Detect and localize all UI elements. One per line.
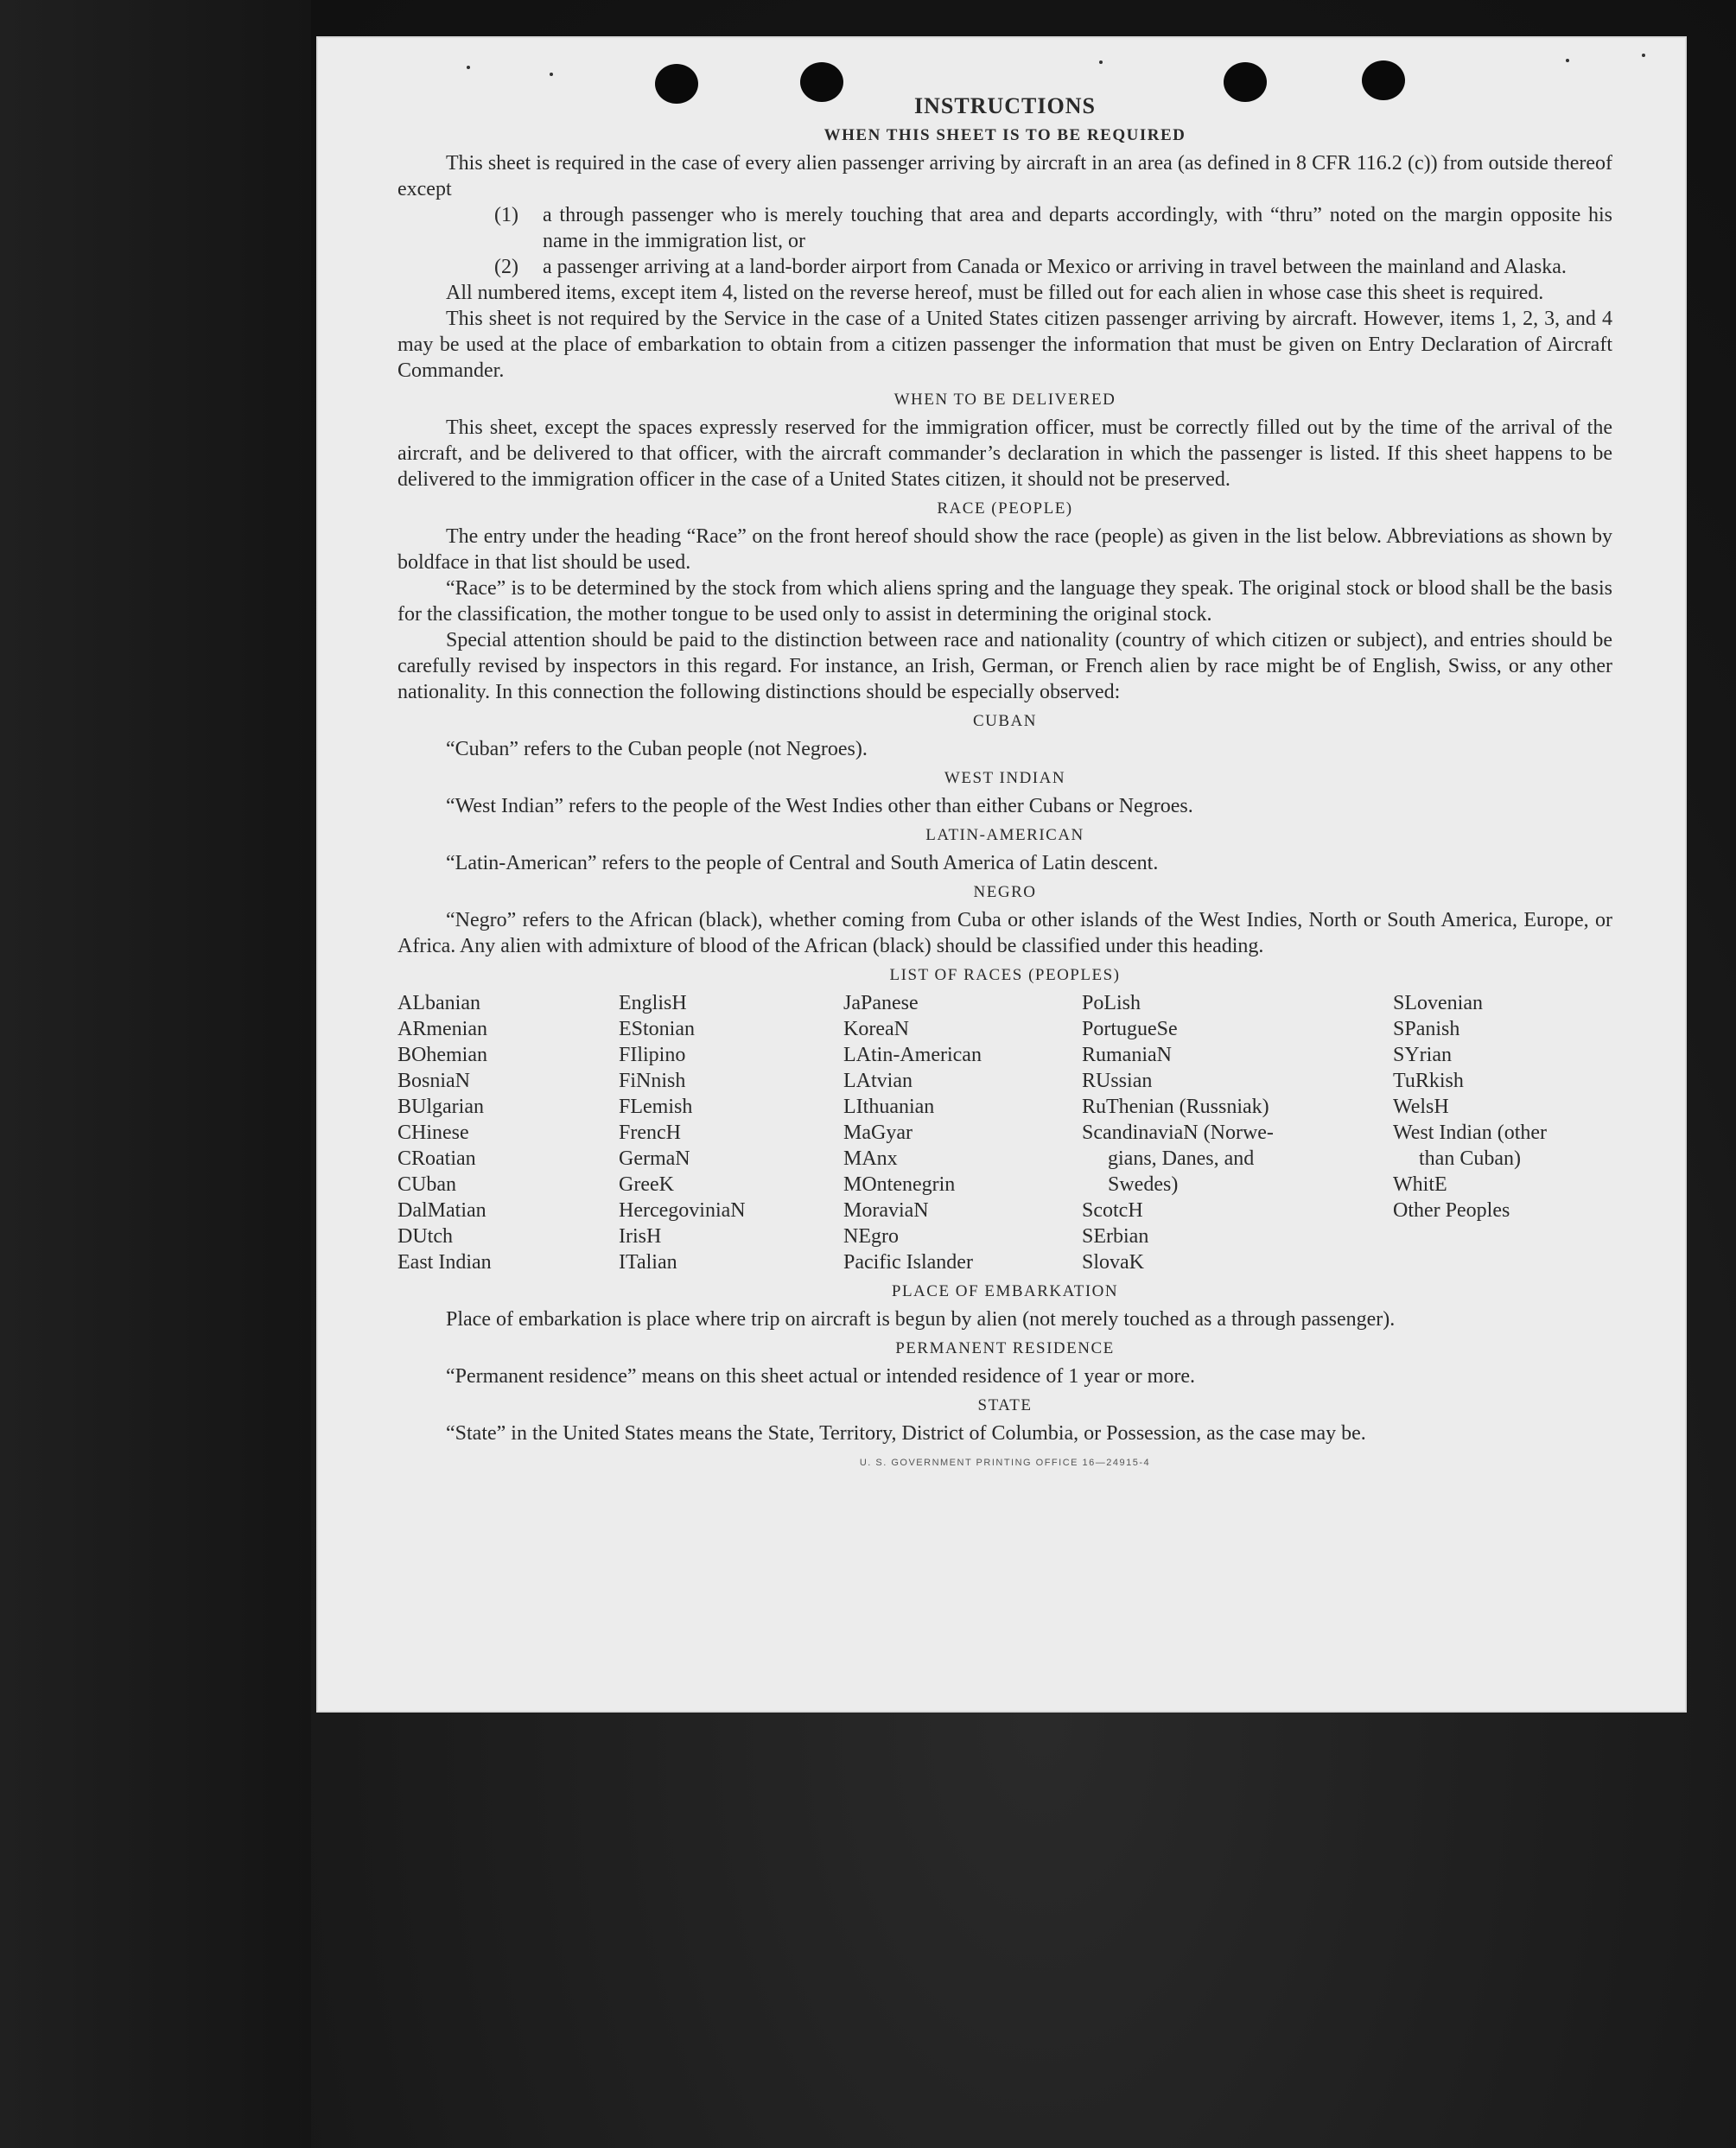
race-entry: JaPanese (843, 992, 919, 1014)
race-entry: EStonian (619, 1018, 695, 1040)
race-entry: EnglisH (619, 992, 687, 1014)
race-entry: West Indian (other (1393, 1122, 1548, 1144)
heading-latin-american: LATIN-AMERICAN (925, 826, 1084, 844)
heading-place-of-embarkation: PLACE OF EMBARKATION (891, 1282, 1119, 1300)
race-entry: CRoatian (397, 1147, 476, 1170)
race-entry: PortugueSe (1082, 1018, 1178, 1040)
race-entry: RumaniaN (1082, 1044, 1172, 1066)
race-entry: LIthuanian (843, 1096, 935, 1118)
heading-negro: NEGRO (973, 883, 1037, 901)
heading-west-indian: WEST INDIAN (944, 769, 1066, 787)
race-entry: IrisH (619, 1225, 662, 1248)
paragraph: This sheet is not required by the Service in the case of a United States citizen passenger arriving by aircraft. However, items 1, 2, 3, and 4 may be used at the place of embarkation to obtain from a citizen passenger the information that must be given on Entry Declaration of Aircraft Commander. (397, 308, 1612, 382)
page-title: INSTRUCTIONS (914, 93, 1096, 118)
race-entry: GreeK (619, 1173, 674, 1196)
instruction-sheet (316, 36, 1687, 1713)
races-column (619, 990, 843, 1275)
paragraph: “Cuban” refers to the Cuban people (not Negroes). (446, 738, 868, 760)
race-entry: RUssian (1082, 1070, 1153, 1092)
paragraph: “Latin-American” refers to the people of Central and South America of Latin descent. (446, 852, 1159, 874)
race-entry: gians, Danes, and (1108, 1147, 1255, 1170)
item-number: (1) (494, 204, 518, 226)
paragraph: The entry under the heading “Race” on the front hereof should show the race (people) as given in the list below. Abbreviations as shown by boldface in that list should be used. (397, 525, 1612, 574)
race-entry: BosniaN (397, 1070, 470, 1092)
race-entry: TuRkish (1393, 1070, 1464, 1092)
speck (1642, 54, 1645, 57)
race-entry: PoLish (1082, 992, 1141, 1014)
race-entry: CUban (397, 1173, 456, 1196)
race-entry: ScotcH (1082, 1199, 1143, 1222)
race-entry: SYrian (1393, 1044, 1452, 1066)
item-number: (2) (494, 256, 518, 278)
races-column (1082, 990, 1393, 1275)
speck (1099, 60, 1103, 64)
race-entry: WhitE (1393, 1173, 1447, 1196)
speck (1566, 59, 1569, 62)
race-entry: RuThenian (Russniak) (1082, 1096, 1269, 1118)
race-entry: WelsH (1393, 1096, 1449, 1118)
race-entry: CHinese (397, 1122, 469, 1144)
race-entry: DUtch (397, 1225, 453, 1248)
race-entry: DalMatian (397, 1199, 486, 1222)
printer-imprint: U. S. GOVERNMENT PRINTING OFFICE 16—24915-4 (859, 1458, 1151, 1468)
races-list (397, 990, 1612, 1275)
document-body (397, 93, 1612, 1476)
item-text: a through passenger who is merely touching that area and departs accordingly, with “thru” noted on the margin opposite his name in the immigration list, or (543, 204, 1612, 252)
race-entry: FiNnish (619, 1070, 686, 1092)
race-entry: SErbian (1082, 1225, 1149, 1248)
race-entry: MaGyar (843, 1122, 913, 1144)
item-text: a passenger arriving at a land-border airport from Canada or Mexico or arriving in travel between the mainland and Alaska. (543, 256, 1567, 278)
heading-when-required: WHEN THIS SHEET IS TO BE REQUIRED (823, 126, 1186, 144)
race-entry: BOhemian (397, 1044, 487, 1066)
speck (550, 73, 553, 76)
race-entry: ARmenian (397, 1018, 487, 1040)
race-entry: Pacific Islander (843, 1251, 973, 1274)
race-entry: ITalian (619, 1251, 677, 1274)
race-entry: NEgro (843, 1225, 899, 1248)
scanner-background-left (0, 0, 311, 2148)
paragraph: Special attention should be paid to the distinction between race and nationality (country of which citizen or subject), and entries should be carefully revised by inspectors in this regard. For instance, an Irish, German, or French alien by race might be of English, Swiss, or any other nationality. In this connection the following distinctions should be especially observed: (397, 629, 1612, 703)
race-entry: MAnx (843, 1147, 898, 1170)
race-entry: MoraviaN (843, 1199, 929, 1222)
races-column (1393, 990, 1612, 1275)
paragraph: This sheet is required in the case of every alien passenger arriving by aircraft in an area (as defined in 8 CFR 116.2 (c)) from outside thereof except (397, 152, 1612, 200)
race-entry: SlovaK (1082, 1251, 1144, 1274)
heading-state: STATE (977, 1396, 1033, 1414)
race-entry: FIlipino (619, 1044, 686, 1066)
race-entry: LAtvian (843, 1070, 913, 1092)
race-entry: ALbanian (397, 992, 480, 1014)
race-entry: SPanish (1393, 1018, 1460, 1040)
race-entry: GermaN (619, 1147, 690, 1170)
race-entry: LAtin-American (843, 1044, 982, 1066)
speck (467, 66, 470, 69)
race-entry: than Cuban) (1419, 1147, 1521, 1170)
paragraph: “Permanent residence” means on this sheet actual or intended residence of 1 year or more. (446, 1365, 1195, 1388)
race-entry: KoreaN (843, 1018, 909, 1040)
paragraph: “Race” is to be determined by the stock from which aliens spring and the language they speak. The original stock or blood shall be the basis for the classification, the mother tongue to be used only to assist in determining the original stock. (397, 577, 1612, 626)
paragraph: “Negro” refers to the African (black), whether coming from Cuba or other islands of the West Indies, North or South America, Europe, or Africa. Any alien with admixture of blood of the African (black) should be classified under this heading. (397, 909, 1612, 957)
races-column (843, 990, 1082, 1275)
race-entry: Other Peoples (1393, 1199, 1510, 1222)
race-entry: East Indian (397, 1251, 492, 1274)
race-entry: Swedes) (1108, 1173, 1179, 1196)
race-entry: ScandinaviaN (Norwe- (1082, 1122, 1274, 1144)
heading-permanent-residence: PERMANENT RESIDENCE (895, 1339, 1115, 1357)
list-item (494, 254, 1612, 280)
heading-list-of-races: LIST OF RACES (PEOPLES) (889, 966, 1121, 984)
race-entry: FrencH (619, 1122, 681, 1144)
race-entry: FLemish (619, 1096, 693, 1118)
paragraph: Place of embarkation is place where trip on aircraft is begun by alien (not merely touched as a through passenger). (446, 1308, 1396, 1331)
paragraph: “State” in the United States means the State, Territory, District of Columbia, or Possession, as the case may be. (446, 1422, 1366, 1445)
race-entry: HercegoviniaN (619, 1199, 746, 1222)
heading-cuban: CUBAN (972, 712, 1037, 730)
races-column (397, 990, 619, 1275)
heading-when-delivered: WHEN TO BE DELIVERED (893, 391, 1116, 409)
race-entry: SLovenian (1393, 992, 1483, 1014)
paragraph: This sheet, except the spaces expressly reserved for the immigration officer, must be correctly filled out by the time of the arrival of the aircraft, and be delivered to that officer, with the aircraft commander’s declaration in which the passenger is listed. If this sheet happens to be delivered to the immigration officer in the case of a United States citizen, it should not be preserved. (397, 416, 1612, 491)
race-entry: MOntenegrin (843, 1173, 956, 1196)
paragraph: “West Indian” refers to the people of the West Indies other than either Cubans or Negroes. (446, 795, 1193, 817)
list-item (494, 202, 1612, 254)
heading-race: RACE (PEOPLE) (937, 499, 1073, 518)
paragraph: All numbered items, except item 4, listed on the reverse hereof, must be filled out for each alien in whose case this sheet is required. (446, 282, 1544, 304)
race-entry: BUlgarian (397, 1096, 484, 1118)
